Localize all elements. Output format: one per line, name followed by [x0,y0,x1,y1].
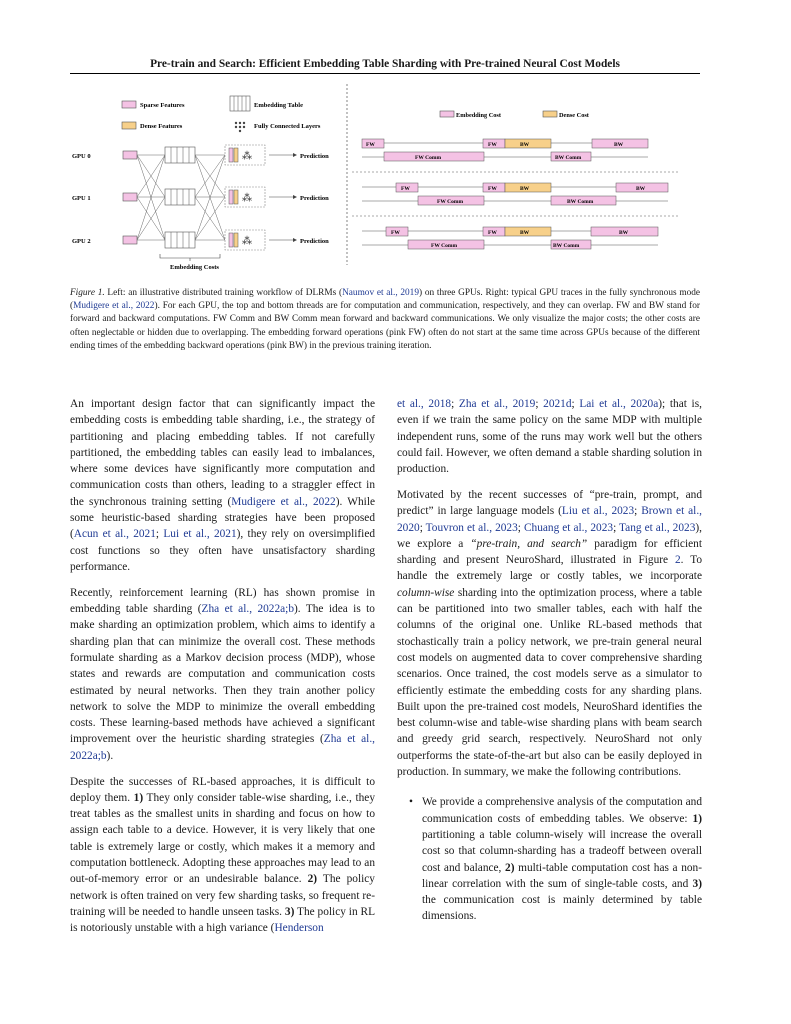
trace-bw-comm: BW Comm [553,243,580,249]
paragraph [397,396,702,477]
trace-fw-comm: FW Comm [437,199,464,205]
gpu-label: GPU 0 [72,153,91,160]
running-header: Pre-train and Search: Efficient Embedding Table Sharding with Pre-trained Neural Cost Models [150,58,620,70]
figure-1 [70,80,700,280]
legend-dense-cost-label: Dense Cost [559,112,589,119]
figure-ref-link[interactable]: 2 [674,554,681,567]
gpu-label: GPU 1 [72,195,91,202]
trace-fw: FW [366,142,375,148]
trace-fw: FW [488,230,497,236]
text: the communication cost is mainly determined by table dimensions. [422,894,702,923]
list-marker: 1) [692,812,702,825]
text: ; [451,398,459,410]
trace-fw-comm: FW Comm [415,155,442,161]
trace-gpu-1 [362,183,668,205]
citation-link[interactable]: Mudigere et al., 2022 [73,301,155,312]
trace-fw: FW [488,142,497,148]
emphasis: “pre-train, and search” [470,537,588,550]
text: An important design factor that can significantly impact the embedding costs is embedding table sharding, i.e., the strategy of partitioning and placing embedding tables. If not carefully partitioned, the embedding tables can easily lead to imbalances, where some devices have significantly more computation and communication costs than others, leading to a straggler effect in the synchronous training setting ( [70,398,375,508]
trace-fw: FW [401,186,410,192]
text: multi-table computation cost has a non-linear correlation with the sum of single-table costs, and [422,861,702,890]
citation-link[interactable]: Zha et al., 2022a;b [70,733,375,762]
legend-dense-label: Dense Features [140,123,183,130]
trace-bw: BW [619,230,629,236]
contribution-bullet [397,794,702,924]
legend-fc-label: Fully Connected Layers [254,123,321,130]
svg-text:⁂: ⁂ [242,236,252,247]
legend-table-icon [230,96,250,111]
trace-bw: BW [520,186,530,192]
citation-link[interactable]: Naumov et al., 2019 [342,288,419,298]
citation-link[interactable]: 2021d [543,398,572,410]
prediction-label: Prediction [300,195,329,202]
list-marker: 3) [692,877,702,890]
citation-link[interactable]: Acun et al., 2021 [73,528,156,541]
legend-fc-icon [235,122,245,132]
trace-gpu-2 [362,227,658,249]
trace-gpu-0 [362,139,648,161]
caption-text: ) on three GPUs. Right: typical GPU traces in the fully synchronous mode ( [70,288,700,312]
text: ; [634,505,642,518]
list-marker: 1) [133,791,144,804]
text: ), we explore a [397,521,702,550]
text: The policy network is often trained on very few sharding tasks, so frequent re-training will be needed to handle unseen tasks. [70,873,375,918]
legend-dense-swatch [122,122,136,129]
trace-bw-comm: BW Comm [555,155,582,161]
legend-sparse-swatch [122,101,136,108]
citation-link[interactable]: Brown et al., 2020 [397,505,702,534]
trace-bw: BW [520,230,530,236]
text: sharding into the optimization process, where a table can be partitioned into two smaller tables, each with half the columns of the original one. Unlike RL-based methods that stochastically train a policy network, we pre-train general neural cost models on augmented data to cover comprehensive sharding scenarios. Once trained, the cost models serve as a simulator to efficiently estimate the embedding costs for any sharding plans. Built upon the pre-trained cost models, NeuroShard identifies the best column-wise and table-wise sharding plans with beam search and greedy grid search, respectively. NeuroShard not only outperforms the state-of-the-art but also can be easily deployed in production. In summary, we make the following contributions. [397,586,702,779]
text: Recently, reinforcement learning (RL) has shown promise in embedding table sharding ( [70,586,375,616]
text: ; [517,521,524,534]
text: ). [106,749,114,762]
paragraph [70,585,375,764]
text: ; [613,521,620,534]
svg-text:⁂: ⁂ [242,151,252,162]
prediction-label: Prediction [300,153,329,160]
citation-link[interactable]: et al., 2018 [397,398,452,410]
legend-table-label: Embedding Table [254,102,303,109]
prediction-label: Prediction [300,238,329,245]
trace-fw: FW [488,186,497,192]
paragraph [397,487,702,780]
bullet-dot: • [409,796,413,809]
caption-label: Figure 1. [70,288,105,298]
trace-bw: BW [636,186,646,192]
citation-link[interactable]: Touvron et al., 2023 [425,521,518,534]
trace-fw: FW [391,230,400,236]
text: ). The idea is to make sharding an optimization problem, which aims to identify a sharding plan that can minimize the overall cost. These methods formulate sharding as a Markov decision process (MDP), whose states and rewards are computation and communication costs estimated by neural networks. Then they train another policy network to solve the MDP to minimize the overall embedding costs. These learning-based methods have achieved a significant improvement over the heuristic sharding strategies ( [70,603,375,746]
legend-embedding-cost-label: Embedding Cost [456,112,501,119]
list-marker: 3) [284,905,295,918]
svg-text:⁂: ⁂ [242,193,252,204]
caption-text: ). For each GPU, the top and bottom threads are for computation and communication, respectively, and they can overlap. FW and BW stand for forward and backward computations. FW Comm and BW Comm mean forward and backward communications. We only visualize the major costs; the other costs are often neglectable or hidden due to overlapping. The embedding forward operations (pink FW) often do not start at the same time across GPUs because of the different ending times of the embedding backward operations (pink BW) in the previous training iteration. [70,301,700,351]
text: . To handle the extremely large or costly tables, we incorporate [397,554,702,583]
text: ); that is, even if we train the same policy on the same MDP with multiple independent runs, some of the runs may work well but the others could fail. However, we often demand a stable sharding solution in production. [397,398,702,476]
text: Motivated by the recent successes of “pre-train, prompt, and predict” in large language models ( [397,488,702,518]
text: Despite the successes of RL-based approaches, it is difficult to deploy them. [70,775,375,804]
legend-sparse-label: Sparse Features [140,102,185,109]
citation-link[interactable]: Zha et al., 2022a;b [201,603,294,616]
legend-embedding-cost-swatch [440,111,454,117]
header-rule [70,73,700,74]
text: ; [419,521,426,534]
left-column [70,396,375,946]
trace-bw-comm: BW Comm [567,199,594,205]
citation-link[interactable]: Liu et al., 2023 [561,505,635,518]
text: partitioning a table column-wisely will increase the overall cost so that column-sharding has a tradeoff between overall cost and balance, [422,828,702,874]
text: paradigm for efficient sharding and present NeuroShard, illustrated in Figure [397,537,702,567]
text: We provide a comprehensive analysis of the computation and communication costs of embedding tables. We observe: [422,796,702,825]
citation-link[interactable]: Mudigere et al., 2022 [231,495,336,508]
list-marker: 2) [307,873,318,886]
text: They only consider table-wise sharding, i.e., they treat tables as the smallest units in sharding and focus on how to assign each table to a device. However, it is very likely that one table is extremely large or costly, which makes it a memory and computation bottleneck. Adopting these approaches may lead to an out-of-memory error or an undesirable balance. [70,791,375,886]
gpu-label: GPU 2 [72,238,91,245]
trace-bw: BW [520,142,530,148]
embedding-costs-label: Embedding Costs [170,264,219,271]
text: ; [155,528,164,541]
embedding-costs-brace [160,254,220,261]
right-column [397,396,702,925]
text: ; [535,398,544,410]
text: The policy in RL is notoriously unstable with a high variance ( [70,905,375,935]
text: ), they rely on oversimplified cost functions so they often have unsatisfactory sharding performance. [70,528,376,573]
figure-caption [70,287,700,353]
citation-link[interactable]: Tang et al., 2023 [619,521,696,534]
citation-link[interactable]: Henderson [274,922,324,935]
legend-dense-cost-swatch [543,111,557,117]
caption-text: Left: an illustrative distributed training workflow of DLRMs ( [104,288,343,298]
paragraph [70,774,375,937]
text: ). While some heuristic-based sharding strategies have been proposed ( [70,495,376,541]
citation-link[interactable]: Lai et al., 2020a [579,398,659,410]
emphasis: column-wise [397,586,455,599]
citation-link[interactable]: Lui et al., 2021 [163,528,237,541]
trace-fw-comm: FW Comm [431,243,458,249]
citation-link[interactable]: Chuang et al., 2023 [523,521,614,534]
list-marker: 2) [505,861,515,874]
paragraph [70,396,375,575]
citation-link[interactable]: Zha et al., 2019 [458,398,536,410]
text: ; [571,398,580,410]
trace-bw: BW [614,142,624,148]
